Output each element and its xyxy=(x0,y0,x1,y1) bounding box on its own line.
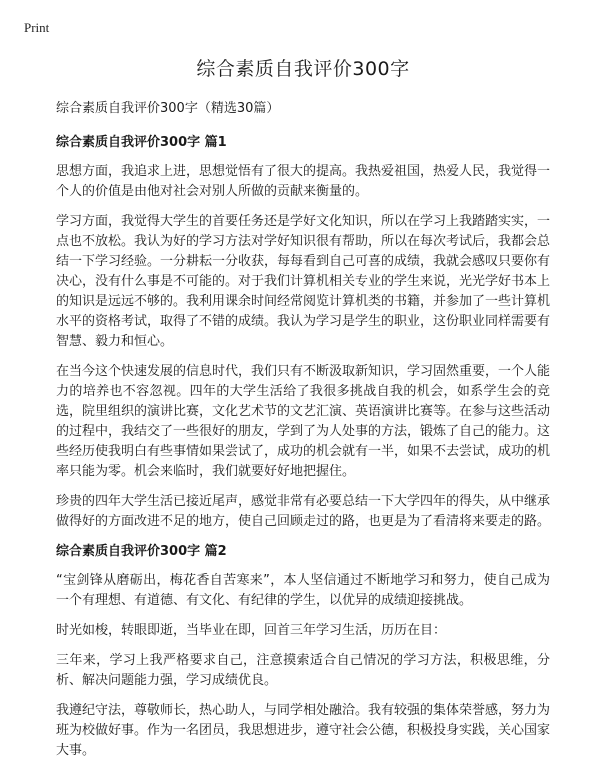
paragraph: “宝剑锋从磨砺出，梅花香自苦寒来”，本人坚信通过不断地学习和努力，使自己成为一个有理想、有道德、有文化、有纪律的学生，以优异的成绩迎接挑战。 xyxy=(56,573,550,608)
section-heading: 综合素质自我评价300字 篇2 xyxy=(56,544,227,559)
document xyxy=(56,48,550,771)
paragraph: 我遵纪守法，尊敬师长，热心助人，与同学相处融洽。我有较强的集体荣誉感，努力为班为校做好事。作为一名团员，我思想进步，遵守社会公德，积极投身实践，关心国家大事。 xyxy=(56,703,551,758)
section-heading: 综合素质自我评价300字 篇1 xyxy=(56,135,227,150)
print-link[interactable]: Print xyxy=(24,20,50,35)
paragraph: 珍贵的四年大学生活已接近尾声，感觉非常有必要总结一下大学四年的得失，从中继承做得好的方面改进不足的地方，使自己回顾走过的路，也更是为了看清将来要走的路。 xyxy=(56,494,551,529)
paragraph: 学习方面，我觉得大学生的首要任务还是学好文化知识，所以在学习上我踏踏实实，一点也不放松。我认为好的学习方法对学好知识很有帮助，所以在每次考试后，我都会总结一下学习经验。一分耕耘一分收获，每每看到自己可喜的成绩，我就会感叹只要你有决心，没有什么事是不可能的。对于我们计算机相关专业的学生来说，光光学好书本上的知识是远远不够的。我利用课余时间经常阅览计算机类的书籍，并参加了一些计算机水平的资格考试，取得了不错的成绩。我认为学习是学生的职业，这份职业同样需要有智慧、毅力和恒心。 xyxy=(56,214,551,349)
paragraph: 在当今这个快速发展的信息时代，我们只有不断汲取新知识，学习固然重要，一个人能力的培养也不容忽视。四年的大学生活给了我很多挑战自我的机会，如系学生会的竞选，院里组织的演讲比赛，文化艺术节的文艺汇演、英语演讲比赛等。在参与这些活动的过程中，我结交了一些很好的朋友，学到了为人处事的方法，锻炼了自己的能力。这些经历使我明白有些事情如果尝试了，成功的机会就有一半，如果不去尝试，成功的机率只能为零。机会来临时，我们就要好好地把握住。 xyxy=(56,364,551,479)
document-title: 综合素质自我评价300字 xyxy=(196,58,410,80)
paragraph: 思想方面，我追求上进，思想觉悟有了很大的提高。我热爱祖国，热爱人民，我觉得一个人的价值是由他对社会对别人所做的贡献来衡量的。 xyxy=(56,164,551,199)
section-2 xyxy=(56,542,550,761)
paragraph: 三年来，学习上我严格要求自己，注意摸索适合自己情况的学习方法，积极思维，分析、解决问题能力强，学习成绩优良。 xyxy=(56,653,550,688)
document-subtitle: 综合素质自我评价300字（精选30篇） xyxy=(56,101,280,116)
section-1 xyxy=(56,133,550,532)
paragraph: 时光如梭，转眼即逝，当毕业在即，回首三年学习生活，历历在目： xyxy=(56,623,447,638)
